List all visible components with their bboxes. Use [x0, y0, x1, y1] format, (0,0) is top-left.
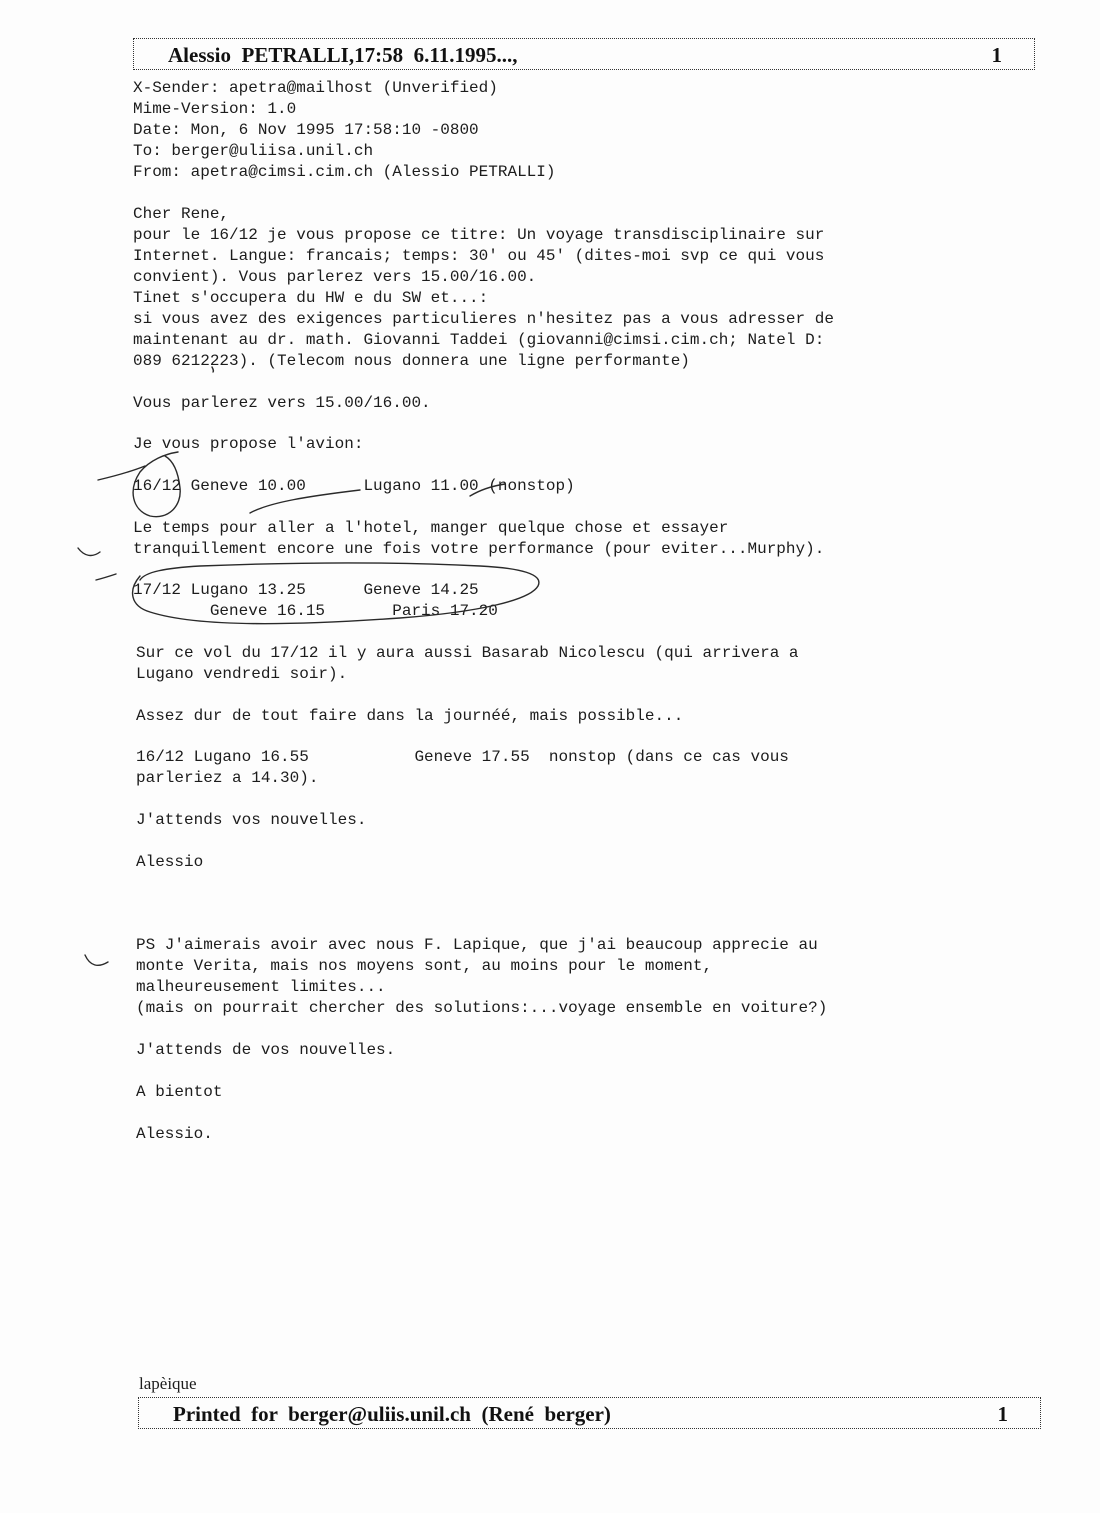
body-line: convient). Vous parlerez vers 15.00/16.00.: [133, 268, 537, 286]
handwritten-note: lapèique: [139, 1374, 197, 1393]
flight-line: 17/12 Lugano 13.25 Geneve 14.25: [133, 581, 479, 599]
x-sender-line: X-Sender: apetra@mailhost (Unverified): [133, 79, 498, 97]
body-line: Vous parlerez vers 15.00/16.00.: [133, 394, 431, 412]
body-line: Le temps pour aller a l'hotel, manger quelque chose et essayer: [133, 519, 729, 537]
body-line: maintenant au dr. math. Giovanni Taddei (giovanni@cimsi.cim.ch; Natel D:: [133, 331, 825, 349]
body-line: J'attends de vos nouvelles.: [136, 1041, 396, 1059]
flight-line: parleriez a 14.30).: [136, 769, 319, 787]
pen-stroke: [133, 452, 180, 517]
footer-title: Printed for berger@uliis.unil.ch (René berger): [173, 1402, 611, 1426]
signature: Alessio.: [136, 1125, 213, 1143]
signature: Alessio: [136, 853, 204, 871]
to-line: To: berger@uliisa.unil.ch: [133, 142, 374, 160]
ps-line: PS J'aimerais avoir avec nous F. Lapique, que j'ai beaucoup apprecie au: [136, 936, 818, 954]
greeting: Cher Rene,: [133, 205, 230, 223]
closing: A bientot: [136, 1083, 223, 1101]
ps-line: (mais on pourrait chercher des solutions:...voyage ensemble en voiture?): [136, 999, 828, 1017]
flight-line: Geneve 16.15 Paris 17.20: [133, 602, 498, 620]
ps-line: malheureusement limites...: [136, 978, 386, 996]
mime-line: Mime-Version: 1.0: [133, 100, 297, 118]
pen-stroke: [133, 563, 539, 624]
body-line: Tinet s'occupera du HW e du SW et...:: [133, 289, 489, 307]
pen-stroke: [98, 466, 145, 480]
ps-line: monte Verita, mais nos moyens sont, au moins pour le moment,: [136, 957, 713, 975]
body-line: Assez dur de tout faire dans la journéé, mais possible...: [136, 707, 684, 725]
flight-line: 16/12 Lugano 16.55 Geneve 17.55 nonstop (dans ce cas vous: [136, 748, 789, 766]
header-title: Alessio PETRALLI,17:58 6.11.1995...,: [168, 43, 518, 67]
body-line: 089 6212223). (Telecom nous donnera une ligne performante): [133, 352, 690, 370]
body-line: Lugano vendredi soir).: [136, 665, 348, 683]
pen-stroke: [470, 484, 505, 496]
pen-stroke: [212, 367, 213, 372]
pen-stroke: [96, 574, 116, 580]
body-line: tranquillement encore une fois votre performance (pour eviter...Murphy).: [133, 540, 825, 558]
body-line: si vous avez des exigences particulieres n'hesitez pas a vous adresser de: [133, 310, 834, 328]
body-line: Sur ce vol du 17/12 il y aura aussi Basarab Nicolescu (qui arrivera a: [136, 644, 799, 662]
header-page-number: 1: [991, 43, 1002, 67]
body-line: pour le 16/12 je vous propose ce titre: Un voyage transdisciplinaire sur: [133, 226, 825, 244]
from-line: From: apetra@cimsi.cim.ch (Alessio PETRALLI): [133, 163, 556, 181]
pen-stroke: [78, 548, 100, 555]
body-line: Internet. Langue: francais; temps: 30' ou 45' (dites-moi svp ce qui vous: [133, 247, 825, 265]
footer-page-number: 1: [997, 1402, 1008, 1426]
flight-line: 16/12 Geneve 10.00 Lugano 11.00 (nonstop): [133, 477, 575, 495]
pen-stroke: [85, 955, 108, 965]
pen-stroke: [250, 490, 360, 513]
date-line: Date: Mon, 6 Nov 1995 17:58:10 -0800: [133, 121, 479, 139]
body-line: J'attends vos nouvelles.: [136, 811, 367, 829]
body-line: Je vous propose l'avion:: [133, 435, 364, 453]
